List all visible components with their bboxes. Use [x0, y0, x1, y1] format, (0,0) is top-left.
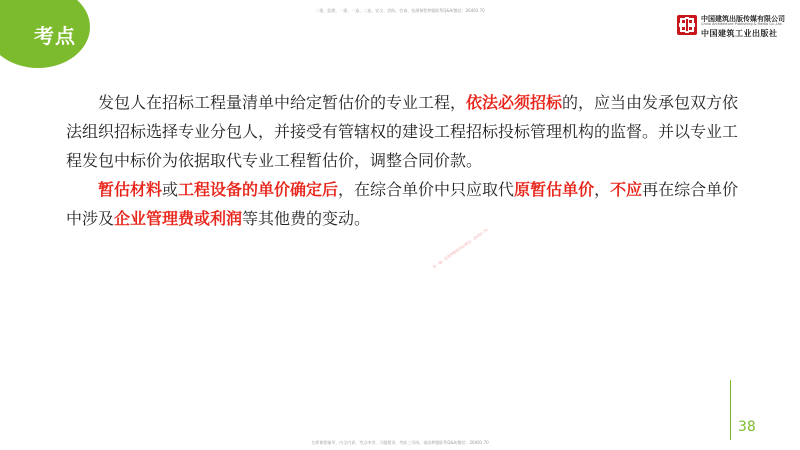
highlighted-text: 工程设备的单价确定后	[178, 180, 339, 199]
page-divider-line	[730, 380, 731, 440]
top-watermark: 二建、监理、一建、一造、二造、安全、消防、咨询、检测课程押题联系Q&A/微信：26491 70	[315, 8, 485, 13]
highlighted-text: 不应	[610, 180, 643, 199]
publisher-calligraphy: 中国建筑工业出版社	[701, 28, 778, 38]
publisher-name-cn: 中国建筑出版传媒有限公司	[701, 15, 785, 23]
kaodian-label: 考点	[34, 24, 76, 48]
body-text: ，在综合单价中只应取代	[338, 180, 515, 199]
publisher-logo-icon	[676, 14, 698, 36]
content-body	[66, 88, 746, 233]
highlighted-text: 依法必须招标	[466, 93, 563, 112]
body-text: 的，应当由发承包双方依法组织招标选择专业分包人，并接受有管辖权的建设工程招标投标管理机构的监督。并以专业工程发包中标价为依据取代专业工程暂估价，调整合同价款。	[66, 93, 739, 170]
body-text: 或	[162, 180, 179, 199]
bottom-watermark: 名师课程辅导、内全内训、考点串讲、习题精讲、考前三页纸、请添押题联系Q&A/微信：26491 70	[311, 440, 489, 445]
body-text: 发包人在招标工程量清单中给定暂估价的专业工程，	[98, 93, 467, 112]
highlighted-text: 企业管理费或利润	[114, 209, 243, 228]
paragraph	[66, 88, 746, 175]
page-number: 38	[738, 419, 756, 435]
highlighted-text: 原暂估单价	[514, 180, 595, 199]
body-text: 再在综合单价中涉及	[66, 180, 739, 228]
highlighted-text: 暂估材料	[98, 180, 163, 199]
body-text: 等其他费的变动。	[242, 209, 371, 228]
diagonal-watermark: 加一建、监理押题联系Q/微信：26491 70	[432, 228, 489, 270]
publisher-logo-block	[676, 14, 796, 40]
paragraph	[66, 175, 746, 233]
publisher-name-en: China Architecture Publishing & Media Co.,Ltd.	[701, 22, 783, 26]
body-text: ，	[594, 180, 611, 199]
